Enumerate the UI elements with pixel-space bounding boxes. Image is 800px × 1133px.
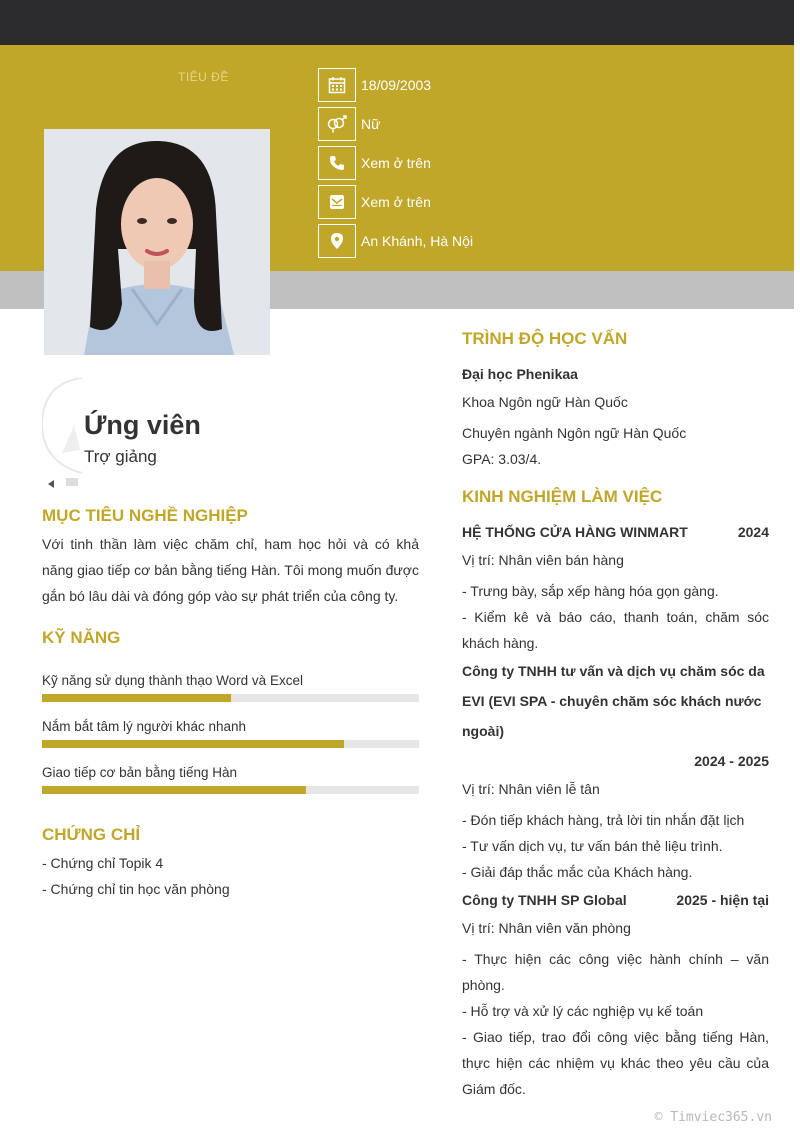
objective-text[interactable]: Với tinh thần làm việc chăm chỉ, ham học hỏi và có khả năng giao tiếp cơ bản bằng tiếng Hàn. Tôi mong muốn được gắn bó lâu dài và đóng góp vào sự phát triển của công ty. [42,536,419,604]
job-time[interactable]: 2024 [737,524,769,540]
gender-icon [318,107,356,141]
skill-bar [42,740,419,748]
education-faculty[interactable]: Khoa Ngôn ngữ Hàn Quốc [462,394,628,410]
job-duty[interactable]: - Tư vấn dịch vụ, tư vấn bán thẻ liệu trình. [462,838,723,854]
education-title: TRÌNH ĐỘ HỌC VẤN [462,329,628,348]
skill-bar [42,694,419,702]
education-major[interactable]: Chuyên ngành Ngôn ngữ Hàn Quốc [462,425,687,441]
calendar-icon [318,68,356,102]
contact-birthday [318,67,431,103]
job-duty[interactable]: - Thực hiện các công việc hành chính – văn phòng. [462,951,769,993]
job-company[interactable]: Công ty TNHH tư vấn và dịch vụ chăm sóc da EVI (EVI SPA - chuyên chăm sóc khách nước ngoài) [462,663,765,739]
title-label[interactable]: TIÊU ĐỀ [178,70,229,84]
skill-bar-fill [42,694,231,702]
email-value[interactable]: Xem ở trên [361,194,431,210]
envelope-icon [318,185,356,219]
objective-title: MỤC TIÊU NGHỀ NGHIỆP [42,506,248,525]
address-value[interactable]: An Khánh, Hà Nội [361,233,474,249]
skill-bar-fill [42,740,344,748]
profile-photo-drawing [44,129,270,355]
avatar-decoration-icon [42,378,90,488]
certificate-item[interactable]: - Chứng chỉ Topik 4 [42,855,164,871]
job-header [462,892,769,908]
contact-phone [318,145,431,181]
certificate-item[interactable]: - Chứng chỉ tin học văn phòng [42,881,230,897]
phone-icon [318,146,356,180]
job-duty[interactable]: - Giao tiếp, trao đổi công việc bằng tiếng Hàn, thực hiện các nhiệm vụ khác theo yêu cầu của Giám đốc. [462,1029,769,1097]
certificates-title: CHỨNG CHỈ [42,825,141,844]
skill-bar [42,786,419,794]
contact-email [318,184,431,220]
education-school[interactable]: Đại học Phenikaa [462,366,578,382]
job-duty[interactable]: - Kiểm kê và báo cáo, thanh toán, chăm sóc khách hàng. [462,609,769,651]
contact-address [318,223,473,259]
profile-photo[interactable] [44,129,270,355]
skill-label[interactable]: Giao tiếp cơ bản bằng tiếng Hàn [42,765,237,780]
contact-gender [318,106,380,142]
gender-value[interactable]: Nữ [361,116,381,132]
skill-label[interactable]: Kỹ năng sử dụng thành thạo Word và Excel [42,673,303,688]
skill-label[interactable]: Nắm bắt tâm lý người khác nhanh [42,719,246,734]
skill-bar-fill [42,786,306,794]
job-header [462,524,769,540]
top-bar [0,0,794,45]
job-duty[interactable]: - Giải đáp thắc mắc của Khách hàng. [462,864,693,880]
job-company[interactable]: Công ty TNHH SP Global [462,892,627,908]
job-duty[interactable]: - Trưng bày, sắp xếp hàng hóa gọn gàng. [462,583,719,599]
education-gpa[interactable]: GPA: 3.03/4. [462,451,542,467]
job-role[interactable]: Vị trí: Nhân viên bán hàng [462,552,624,568]
phone-value[interactable]: Xem ở trên [361,155,431,171]
candidate-position[interactable]: Trợ giảng [84,447,157,466]
map-marker-icon [318,224,356,258]
watermark: © Timviec365.vn [654,1110,772,1125]
job-time[interactable]: 2024 - 2025 [694,753,769,769]
candidate-name[interactable]: Ứng viên [84,410,201,440]
job-role[interactable]: Vị trí: Nhân viên lễ tân [462,781,600,797]
job-time[interactable]: 2025 - hiện tại [676,892,769,908]
job-duty[interactable]: - Hỗ trợ và xử lý các nghiệp vụ kế toán [462,1003,704,1019]
job-duty[interactable]: - Đón tiếp khách hàng, trả lời tin nhắn đặt lịch [462,812,745,828]
job-company[interactable]: HỆ THỐNG CỬA HÀNG WINMART [462,524,688,540]
job-role[interactable]: Vị trí: Nhân viên văn phòng [462,920,631,936]
experience-title: KINH NGHIỆM LÀM VIỆC [462,487,663,506]
birthday-value[interactable]: 18/09/2003 [361,77,432,93]
skills-title: KỸ NĂNG [42,628,121,647]
